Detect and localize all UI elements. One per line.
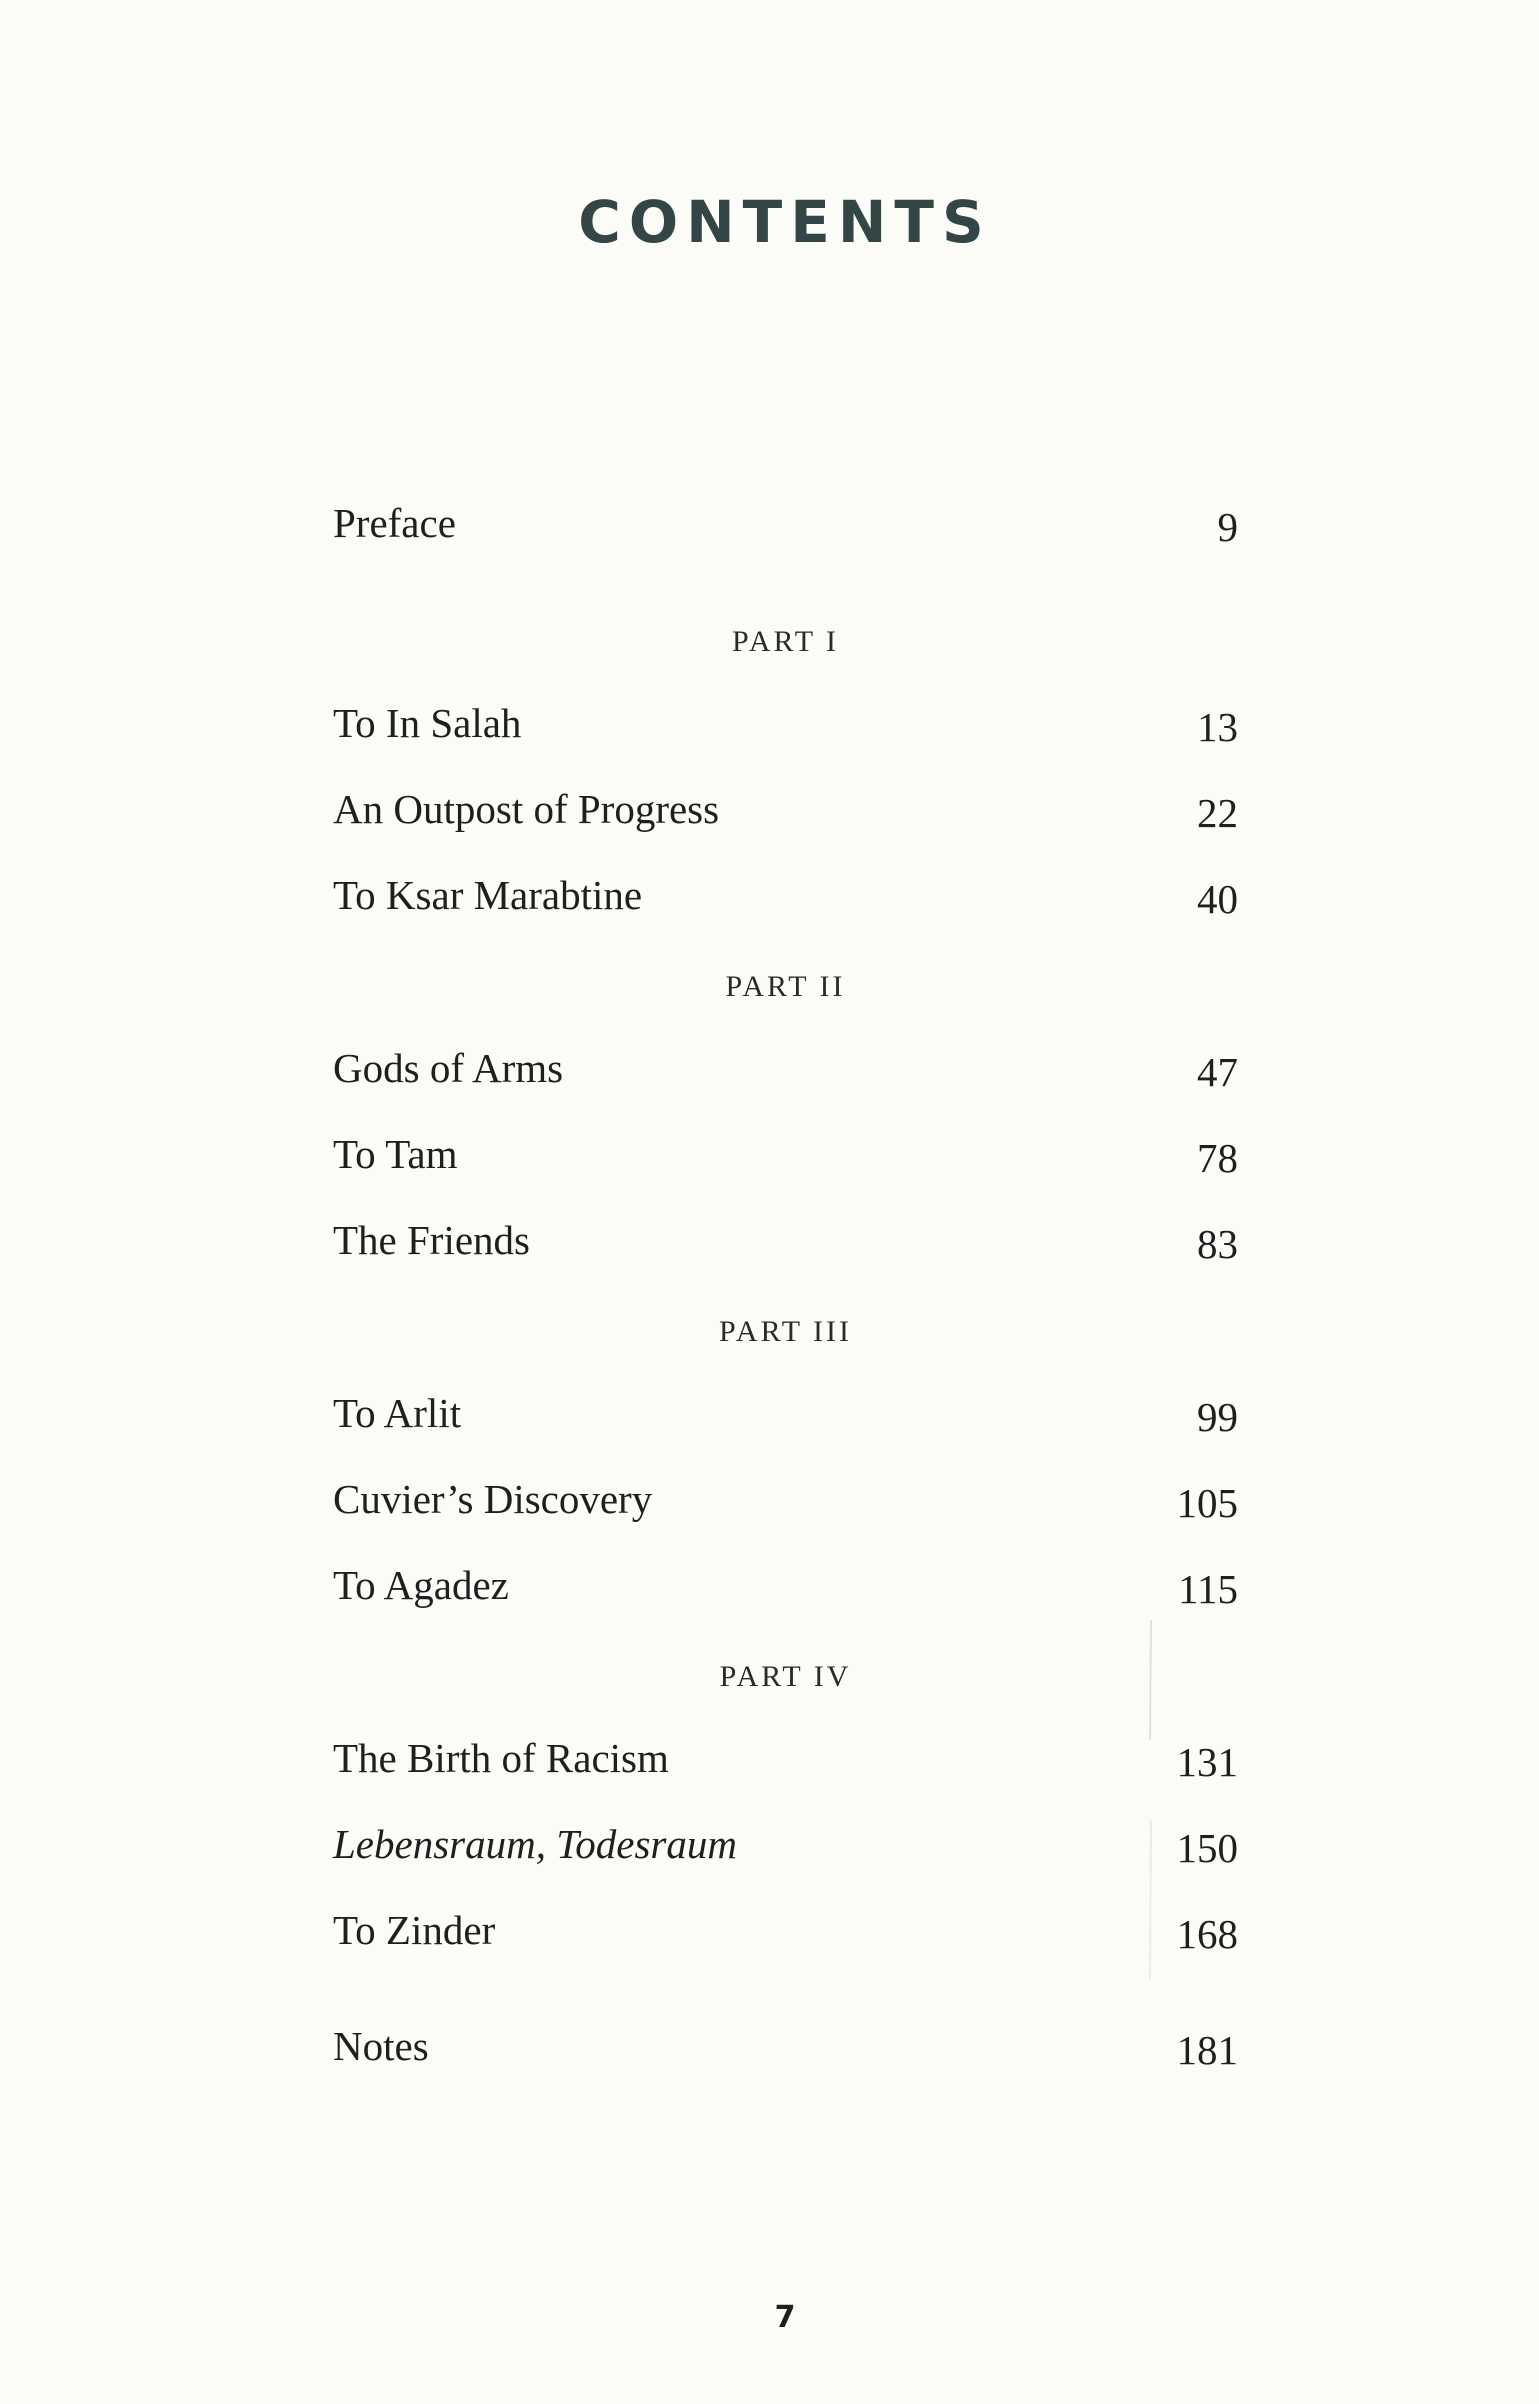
toc-entry	[333, 865, 1238, 925]
toc-entry	[333, 1900, 1238, 1960]
toc-entry-page: 131	[1176, 1739, 1238, 1785]
toc-entry-title: To Arlit	[333, 1390, 462, 1436]
part-heading-3: PART III	[718, 1315, 853, 1348]
toc-entry-page: 83	[1197, 1221, 1238, 1267]
toc-entry-page: 181	[1176, 2027, 1238, 2073]
scan-mark	[1148, 1600, 1154, 2000]
toc-entry-preface	[333, 493, 1238, 553]
toc-entry-title: Cuvier’s Discovery	[333, 1476, 653, 1522]
toc-entry-title: Preface	[333, 500, 456, 546]
part-heading-1: PART I	[731, 625, 840, 658]
toc-entry-title: Lebensraum, Todesraum	[333, 1821, 737, 1867]
page-title: CONTENTS	[578, 188, 992, 256]
part-heading-4: PART IV	[719, 1660, 852, 1693]
toc-entry	[333, 1469, 1238, 1529]
toc-entry-title: To Zinder	[333, 1907, 496, 1953]
toc-entry-page: 13	[1197, 704, 1238, 750]
toc-entry-title: To Tam	[333, 1131, 458, 1177]
toc-entry-page: 105	[1176, 1480, 1238, 1526]
toc-entry	[333, 1728, 1238, 1788]
toc-entry-title: To Agadez	[333, 1562, 509, 1608]
toc-entry-page: 99	[1197, 1394, 1238, 1440]
toc-entry-title: The Friends	[333, 1217, 530, 1263]
toc-entry	[333, 1124, 1238, 1184]
toc-entry-page: 150	[1176, 1825, 1238, 1871]
toc-entry-title: Gods of Arms	[333, 1045, 564, 1091]
toc-entry-title: An Outpost of Progress	[333, 786, 720, 832]
toc-entry-page: 168	[1176, 1911, 1238, 1957]
toc-entry	[333, 1555, 1238, 1615]
toc-entry	[333, 1038, 1238, 1098]
toc-entry-page: 40	[1197, 876, 1238, 922]
toc-entry-title: To In Salah	[333, 700, 522, 746]
toc-entry-page: 78	[1197, 1135, 1238, 1181]
page-number: 7	[774, 2300, 796, 2335]
toc-entry-page: 9	[1217, 504, 1238, 550]
toc-entry	[333, 1383, 1238, 1443]
toc-entry	[333, 779, 1238, 839]
toc-entry	[333, 1814, 1238, 1874]
toc-entry	[333, 693, 1238, 753]
toc-entry	[333, 1210, 1238, 1270]
toc-entry-page: 115	[1178, 1566, 1238, 1612]
part-heading-2: PART II	[725, 970, 846, 1003]
toc-entry-title: Notes	[333, 2023, 429, 2069]
toc-entry-page: 22	[1197, 790, 1238, 836]
toc-entry-page: 47	[1197, 1049, 1238, 1095]
toc-entry-notes	[333, 2016, 1238, 2076]
toc-entry-title: To Ksar Marabtine	[333, 872, 643, 918]
toc-entry-title: The Birth of Racism	[333, 1735, 669, 1781]
